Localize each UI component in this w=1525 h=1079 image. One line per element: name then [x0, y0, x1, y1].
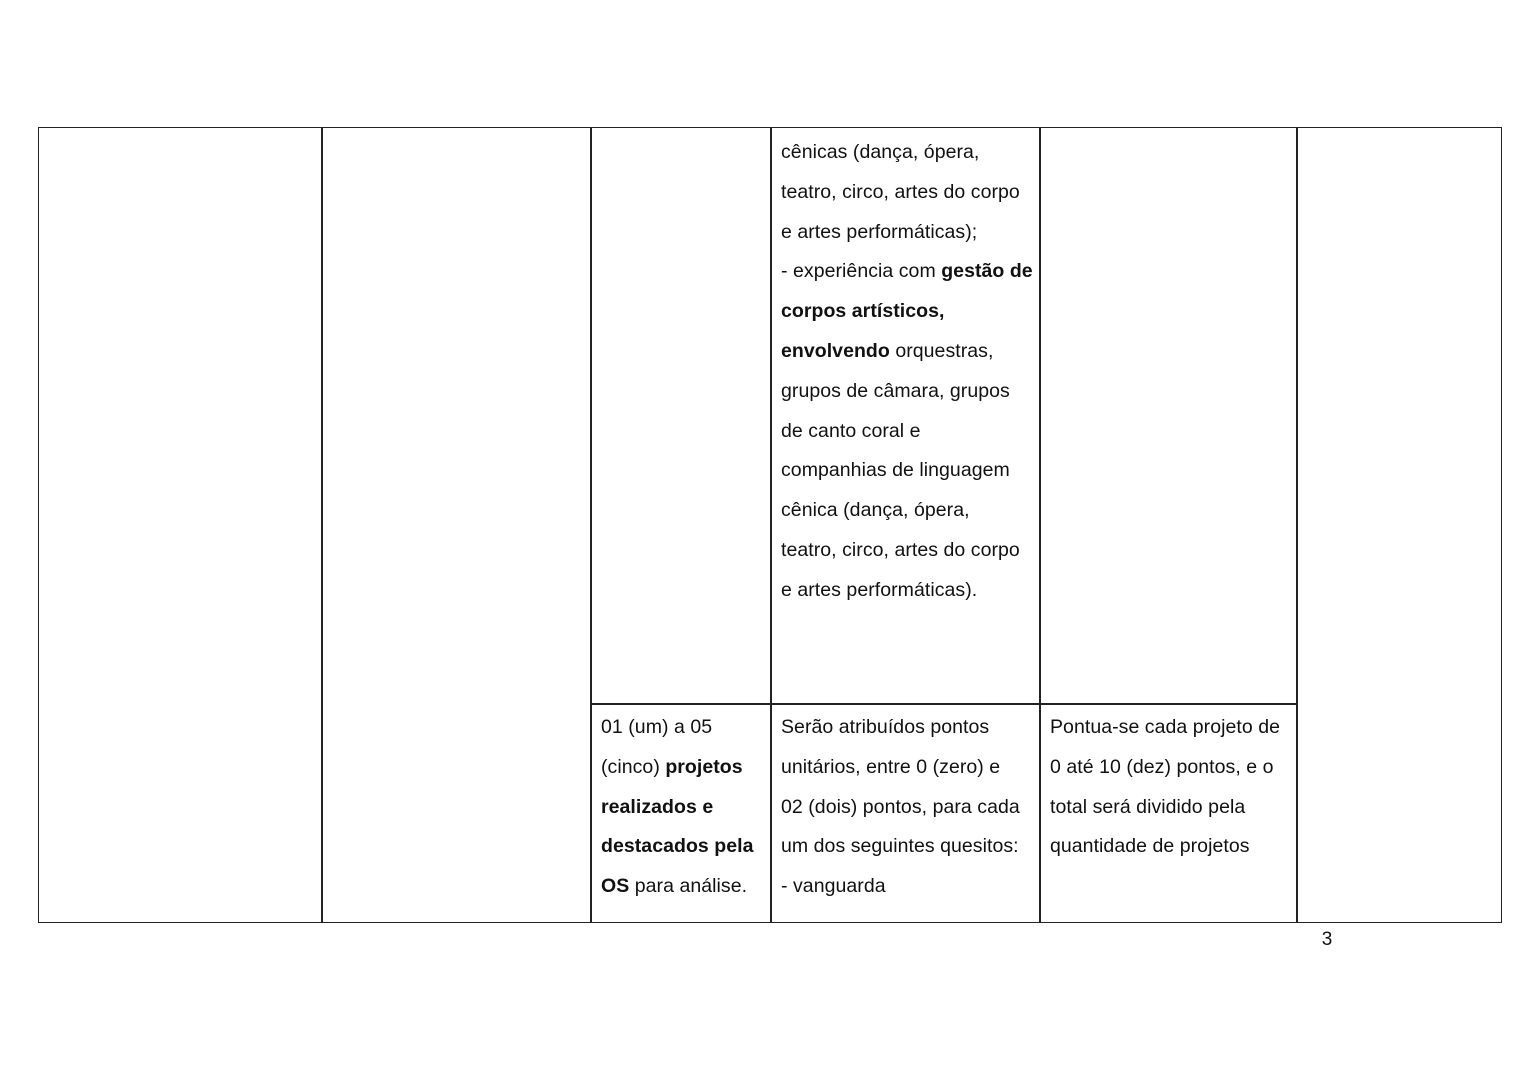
text-line: [781, 571, 1041, 611]
text-line: [781, 173, 1041, 213]
text-line: [781, 372, 1041, 412]
table-cell-col2: [322, 128, 590, 922]
text-line: [601, 748, 771, 788]
bold-text: gestão de: [941, 260, 1033, 283]
text-segment: Pontua-se cada projeto de: [1050, 716, 1280, 738]
text-segment: orquestras,: [889, 339, 994, 362]
text-segment: 0 até 10 (dez) pontos, e o: [1050, 755, 1274, 778]
table-cell-projects-criteria: [601, 708, 771, 918]
bold-text: projetos: [665, 755, 743, 778]
table-cell-scoring-method: [1050, 708, 1300, 918]
table-cell-col5-top: [1040, 128, 1296, 703]
text-segment: cênicas (dança, ópera,: [781, 141, 980, 163]
text-segment: 01 (um) a 05: [601, 716, 713, 738]
text-segment: 02 (dois) pontos, para cada: [781, 795, 1020, 818]
evaluation-table: [38, 127, 1502, 923]
text-line: [781, 451, 1041, 491]
text-segment: quantidade de projetos: [1050, 835, 1250, 858]
table-cell-col1: [39, 128, 321, 922]
text-segment: companhias de linguagem: [781, 459, 1010, 482]
text-line: [781, 531, 1041, 571]
text-line: [1050, 748, 1300, 788]
text-segment: um dos seguintes quesitos:: [781, 835, 1019, 858]
text-line: [781, 292, 1041, 332]
bold-text: realizados e: [601, 795, 714, 818]
text-line: [781, 827, 1041, 867]
text-segment: Serão atribuídos pontos: [781, 716, 990, 738]
text-line: [1050, 788, 1300, 828]
text-segment: unitários, entre 0 (zero) e: [781, 755, 1001, 778]
text-segment: - experiência com: [781, 260, 942, 283]
table-cell-requirements-text: [781, 133, 1041, 703]
text-line: [781, 412, 1041, 452]
text-line: [781, 748, 1041, 788]
bold-text: corpos artísticos,: [781, 300, 945, 323]
table-cell-scoring-rules: [781, 708, 1041, 918]
text-segment: teatro, circo, artes do corpo: [781, 538, 1020, 561]
text-line: [781, 867, 1041, 907]
text-line: [601, 788, 771, 828]
bold-text: envolvendo: [781, 339, 890, 362]
text-segment: de canto coral e: [781, 419, 921, 442]
text-segment: - vanguarda: [781, 875, 886, 898]
table-cell-col3-top: [591, 128, 770, 703]
text-line: [601, 708, 771, 748]
text-line: [601, 827, 771, 867]
text-line: [781, 252, 1041, 292]
text-line: [781, 133, 1041, 173]
text-line: [781, 332, 1041, 372]
text-segment: total será dividido pela: [1050, 795, 1246, 818]
text-segment: para análise.: [629, 875, 748, 898]
row-divider: [590, 703, 1297, 705]
bold-text: OS: [601, 875, 630, 898]
text-segment: e artes performáticas).: [781, 578, 978, 601]
text-line: [781, 708, 1041, 748]
text-segment: (cinco): [601, 755, 666, 778]
text-line: [1050, 708, 1300, 748]
text-line: [781, 788, 1041, 828]
text-segment: teatro, circo, artes do corpo: [781, 180, 1020, 203]
text-line: [1050, 827, 1300, 867]
table-cell-col6: [1297, 128, 1501, 922]
text-line: [601, 867, 771, 907]
bold-text: destacados pela: [601, 835, 754, 858]
text-line: [781, 213, 1041, 253]
text-segment: cênica (dança, ópera,: [781, 499, 970, 522]
text-segment: e artes performáticas);: [781, 220, 978, 243]
page-number: 3: [1321, 929, 1333, 950]
text-segment: grupos de câmara, grupos: [781, 379, 1010, 402]
text-line: [781, 491, 1041, 531]
